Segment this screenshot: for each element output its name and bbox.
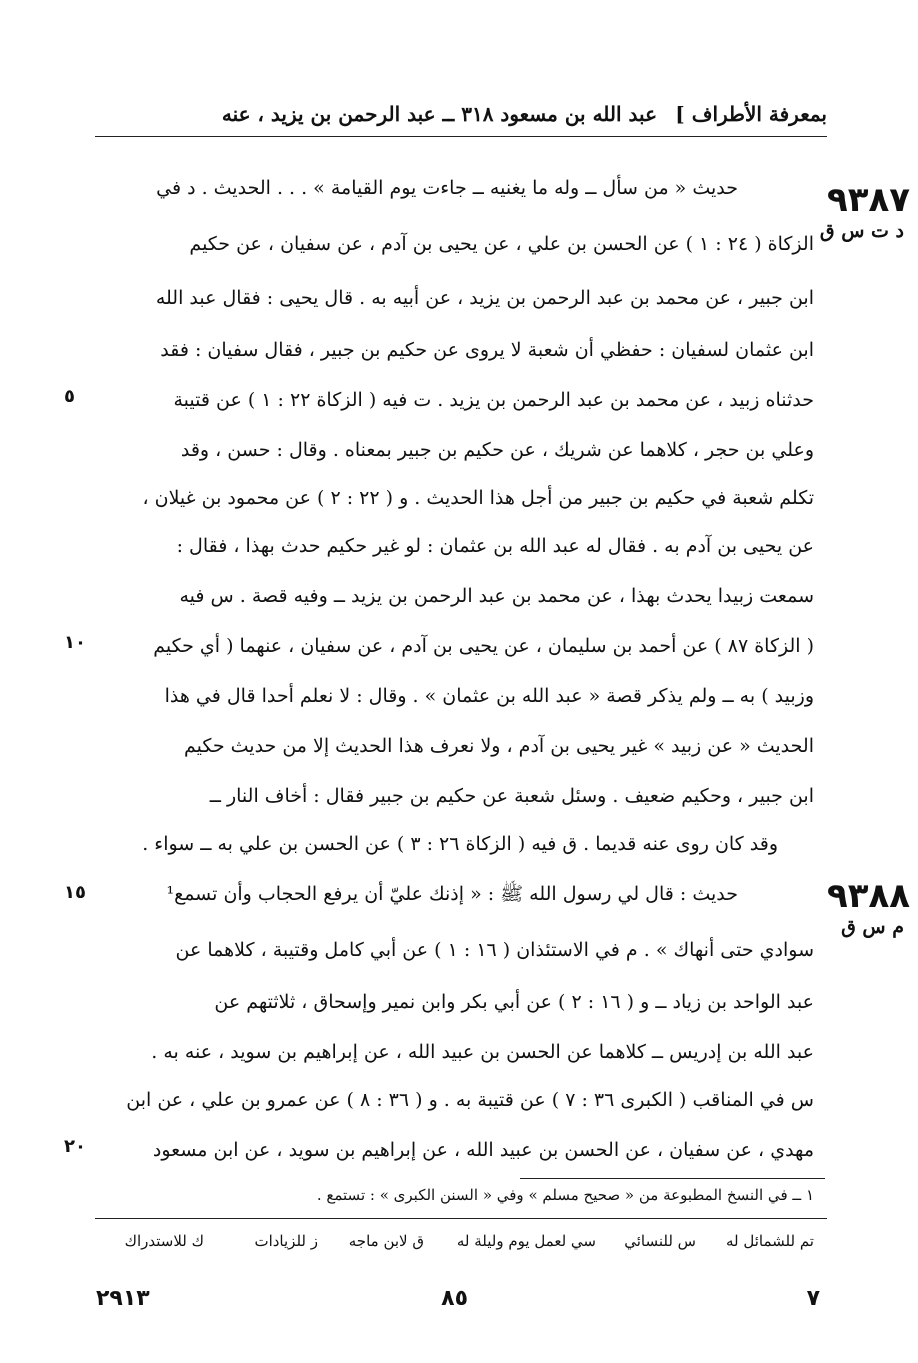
text-line: حدثناه زبيد ، عن محمد بن عبد الرحمن بن يزيد . ت فيه ( الزكاة ٢٢ : ١ ) عن قتيبة bbox=[173, 389, 814, 411]
line-number-marker: ٥ bbox=[64, 386, 75, 407]
line-number-marker: ١٥ bbox=[64, 882, 86, 903]
hadith-range-number: ٢٩١٣ bbox=[96, 1286, 150, 1311]
sigla-key-item: ق لابن ماجه bbox=[348, 1232, 424, 1250]
footnote-rule bbox=[520, 1178, 825, 1179]
line-number-marker: ٢٠ bbox=[64, 1136, 86, 1157]
text-line: وزبيد ) به ــ ولم يذكر قصة « عبد الله بن عثمان » . وقال : لا نعلم أحدا قال في هذا bbox=[164, 685, 814, 707]
sigla-rule bbox=[95, 1218, 827, 1219]
sigla-key-item: س للنسائي bbox=[624, 1232, 696, 1250]
header-section-title: عبد الله بن مسعود ٣١٨ ــ عبد الرحمن بن يزيد ، عنه bbox=[221, 102, 657, 126]
text-line: س في المناقب ( الكبرى ٣٦ : ٧ ) عن قتيبة به . و ( ٣٦ : ٨ ) عن عمرو بن علي ، عن ابن bbox=[126, 1089, 814, 1111]
text-line: سمعت زبيدا يحدث بهذا ، عن محمد بن عبد الرحمن بن يزيد ــ وفيه قصة . س فيه bbox=[179, 585, 814, 607]
text-line: ابن جبير ، عن محمد بن عبد الرحمن بن يزيد ، عن أبيه به . قال يحيى : فقال عبد الله bbox=[155, 287, 814, 309]
text-line: مهدي ، عن سفيان ، عن الحسن بن عبيد الله ، عن إبراهيم بن سويد ، عن ابن مسعود bbox=[152, 1139, 814, 1161]
entry-sigla: د ت س ق bbox=[819, 220, 904, 242]
entry-number: ٩٣٨٧ bbox=[826, 180, 910, 220]
text-line: تكلم شعبة في حكيم بن جبير من أجل هذا الحديث . و ( ٢٢ : ٢ ) عن محمود بن غيلان ، bbox=[142, 487, 814, 509]
volume-number: ٧ bbox=[806, 1286, 820, 1311]
text-line: ابن جبير ، وحكيم ضعيف . وسئل شعبة عن حكيم بن جبير فقال : أخاف النار ــ bbox=[209, 785, 814, 807]
sigla-key-item: سي لعمل يوم وليلة له bbox=[456, 1232, 596, 1250]
entry-sigla: م س ق bbox=[841, 916, 904, 938]
footnote: ١ ــ في النسخ المطبوعة من « صحيح مسلم » وفي « السنن الكبرى » : تستمع . bbox=[316, 1186, 814, 1204]
sigla-key-item: تم للشمائل له bbox=[725, 1232, 814, 1250]
page-number: ٨٥ bbox=[441, 1286, 468, 1311]
line-number-marker: ١٠ bbox=[64, 632, 86, 653]
text-line: وعلي بن حجر ، كلاهما عن شريك ، عن حكيم بن جبير بمعناه . وقال : حسن ، وقد bbox=[180, 439, 814, 461]
text-line: عبد الواحد بن زياد ــ و ( ١٦ : ٢ ) عن أبي بكر وابن نمير وإسحاق ، ثلاثتهم عن bbox=[214, 991, 814, 1013]
header-book-title: بمعرفة الأطراف ] bbox=[675, 102, 827, 126]
text-line: عن يحيى بن آدم به . فقال له عبد الله بن عثمان : لو غير حكيم حدث بهذا ، فقال : bbox=[176, 535, 814, 557]
text-line: ( الزكاة ٨٧ ) عن أحمد بن سليمان ، عن يحيى بن آدم ، عن سفيان ، عنهما ( أي حكيم bbox=[153, 635, 814, 657]
text-line: الزكاة ( ٢٤ : ١ ) عن الحسن بن علي ، عن يحيى بن آدم ، عن سفيان ، عن حكيم bbox=[189, 233, 814, 255]
text-line: وقد كان روى عنه قديما . ق فيه ( الزكاة ٢٦ : ٣ ) عن الحسن بن علي به ــ سواء . bbox=[142, 833, 778, 855]
sigla-key-item: ز للزيادات bbox=[254, 1232, 318, 1250]
text-line: ابن عثمان لسفيان : حفظي أن شعبة لا يروى عن حكيم بن جبير ، فقال سفيان : فقد bbox=[160, 339, 814, 361]
sigla-key-item: ك للاستدراك bbox=[124, 1232, 204, 1250]
entry-number: ٩٣٨٨ bbox=[826, 876, 910, 916]
text-line: سوادي حتى أنهاك » . م في الاستئذان ( ١٦ : ١ ) عن أبي كامل وقتيبة ، كلاهما عن bbox=[175, 939, 814, 961]
entry-first-line: حديث « من سأل ــ وله ما يغنيه ــ جاءت يوم القيامة » . . . الحديث . د في bbox=[156, 177, 738, 199]
text-line: الحديث « عن زبيد » غير يحيى بن آدم ، ولا نعرف هذا الحديث إلا من حديث حكيم bbox=[183, 735, 814, 757]
running-header bbox=[95, 96, 827, 137]
sigla-key bbox=[90, 1232, 814, 1262]
text-line: عبد الله بن إدريس ــ كلاهما عن الحسن بن عبيد الله ، عن إبراهيم بن سويد ، عنه به . bbox=[151, 1041, 814, 1063]
entry-first-line: حديث : قال لي رسول الله ﷺ : « إذنك عليّ أن يرفع الحجاب وأن تسمع¹ bbox=[166, 883, 738, 905]
